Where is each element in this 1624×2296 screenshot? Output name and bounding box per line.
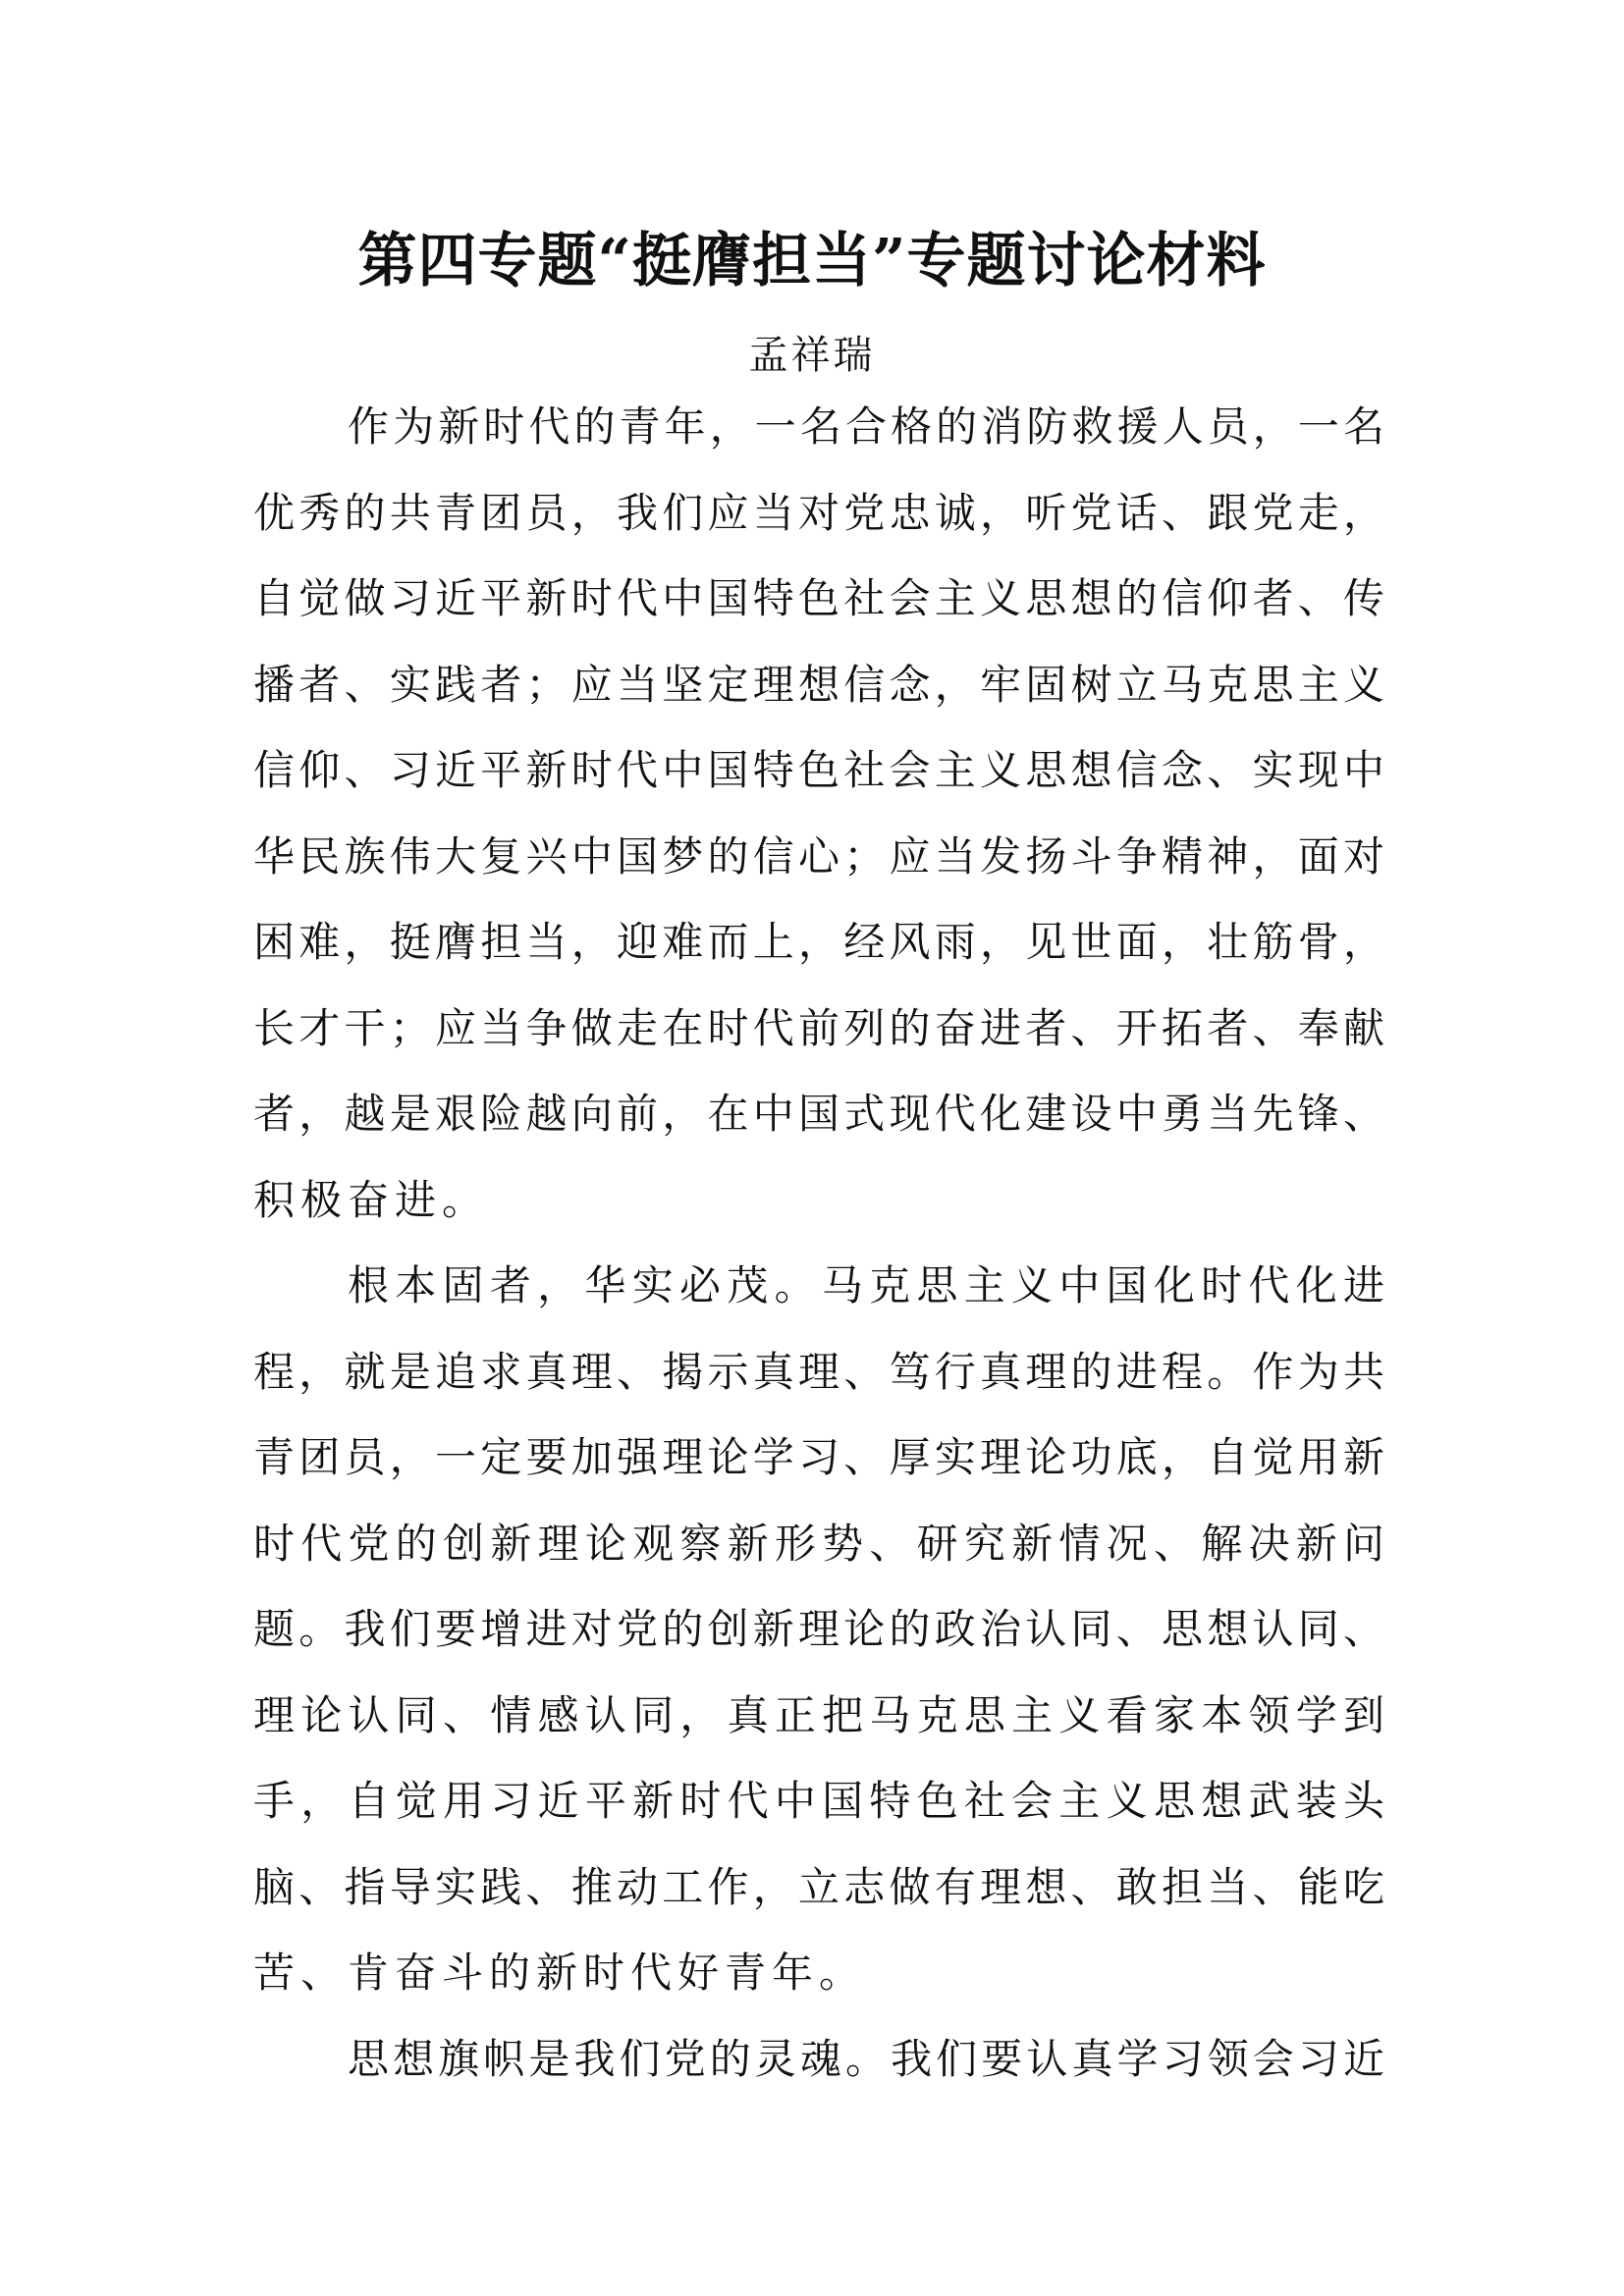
paragraph-line: 时代党的创新理论观察新形势、研究新情况、解决新问 — [253, 1519, 1384, 1568]
paragraph-line: 积极奋进。 — [253, 1175, 490, 1224]
paragraph-line: 播者、实践者；应当坚定理想信念，牢固树立马克思主义 — [253, 660, 1384, 709]
paragraph-line: 优秀的共青团员，我们应当对党忠诚，听党话、跟党走， — [253, 488, 1384, 537]
paragraph — [253, 400, 1384, 1259]
paragraph — [253, 2033, 1384, 2119]
paragraph-line: 程，就是追求真理、揭示真理、笃行真理的进程。作为共 — [253, 1347, 1384, 1396]
paragraph-line: 手，自觉用习近平新时代中国特色社会主义思想武装头 — [253, 1777, 1384, 1825]
paragraph-line: 苦、肯奋斗的新时代好青年。 — [253, 1949, 867, 1997]
paragraph-line: 自觉做习近平新时代中国特色社会主义思想的信仰者、传 — [253, 574, 1384, 622]
paragraph-line: 理论认同、情感认同，真正把马克思主义看家本领学到 — [253, 1690, 1384, 1739]
document-author: 孟祥瑞 — [748, 333, 876, 378]
paragraph-line: 青团员，一定要加强理论学习、厚实理论功底，自觉用新 — [253, 1433, 1384, 1481]
paragraph-line: 困难，挺膺担当，迎难而上，经风雨，见世面，壮筋骨， — [253, 918, 1384, 966]
paragraph-line: 华民族伟大复兴中国梦的信心；应当发扬斗争精神，面对 — [253, 831, 1384, 881]
paragraph-line: 脑、指导实践、推动工作，立志做有理想、敢担当、能吃 — [253, 1862, 1384, 1911]
paragraph-line: 者，越是艰险越向前，在中国式现代化建设中勇当先锋、 — [253, 1090, 1384, 1138]
paragraph-line: 根本固者，华实必茂。马克思主义中国化时代化进 — [348, 1261, 1384, 1309]
document-title: 第四专题“挺膺担当”专题讨论材料 — [357, 227, 1267, 295]
paragraph-line: 信仰、习近平新时代中国特色社会主义思想信念、实现中 — [253, 746, 1384, 794]
paragraph-line: 思想旗帜是我们党的灵魂。我们要认真学习领会习近 — [348, 2034, 1384, 2083]
document-body — [253, 400, 1384, 2118]
paragraph-line: 题。我们要增进对党的创新理论的政治认同、思想认同、 — [253, 1605, 1384, 1653]
paragraph-line: 长才干；应当争做走在时代前列的奋进者、开拓者、奉献 — [253, 1003, 1384, 1052]
paragraph-line: 作为新时代的青年，一名合格的消防救援人员，一名 — [348, 402, 1384, 451]
paragraph — [253, 1259, 1384, 2033]
